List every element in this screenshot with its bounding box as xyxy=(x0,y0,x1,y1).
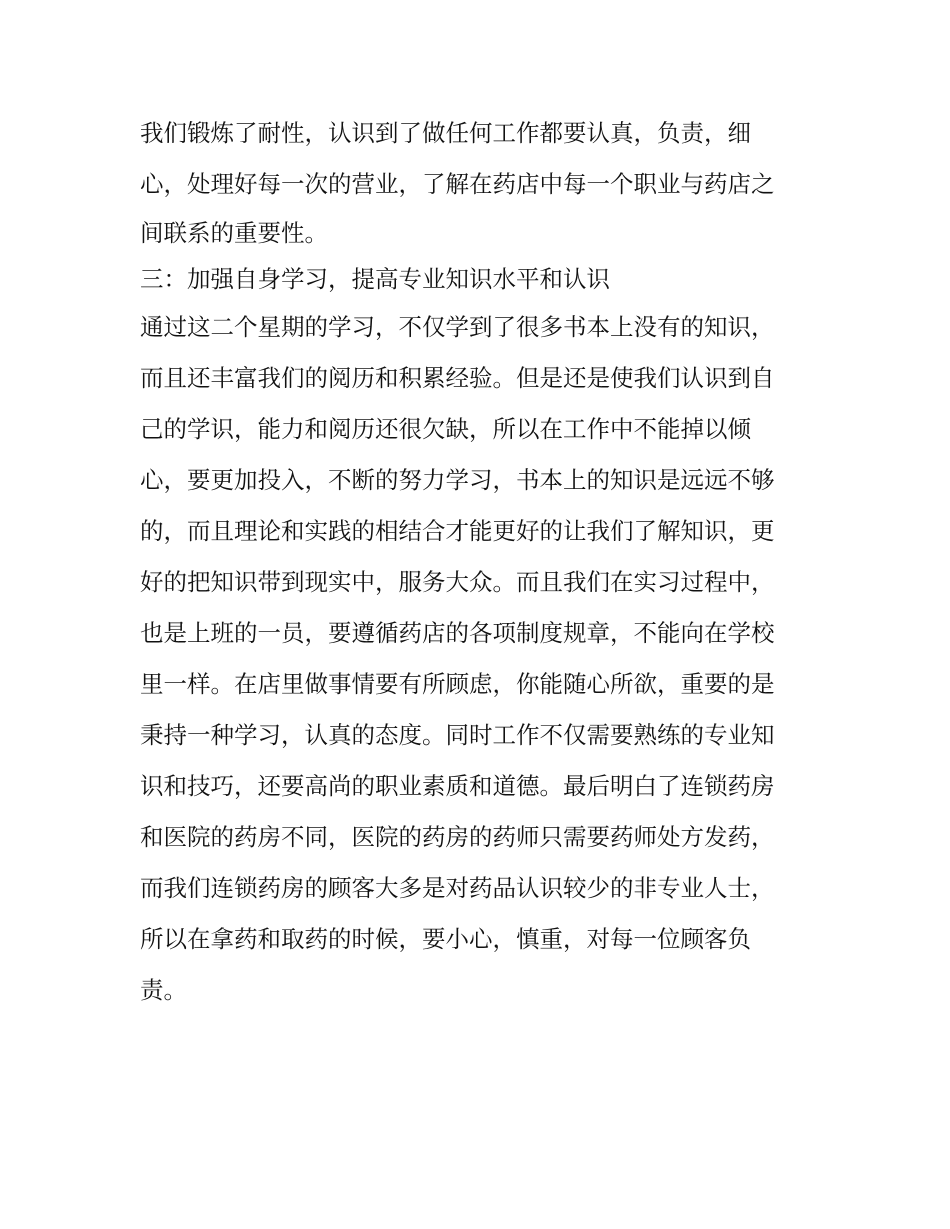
paragraph-line: 识和技巧，还要高尚的职业素质和道德。最后明白了连锁药房 xyxy=(140,772,775,800)
paragraph-line: 里一样。在店里做事情要有所顾虑，你能随心所欲，重要的是 xyxy=(140,670,775,698)
paragraph-line: 好的把知识带到现实中，服务大众。而且我们在实习过程中， xyxy=(140,568,775,596)
paragraph-line: 所以在拿药和取药的时候，要小心，慎重，对每一位顾客负 xyxy=(140,925,751,953)
paragraph-line: 己的学识，能力和阅历还很欠缺，所以在工作中不能掉以倾 xyxy=(140,415,751,443)
document-body xyxy=(140,108,820,1016)
paragraph-line: 责。 xyxy=(140,976,187,1004)
paragraph-line: 通过这二个星期的学习，不仅学到了很多书本上没有的知识， xyxy=(140,313,775,341)
paragraph-line: 而且还丰富我们的阅历和积累经验。但是还是使我们认识到自 xyxy=(140,364,775,392)
paragraph-line: 间联系的重要性。 xyxy=(140,219,328,247)
section-heading: 三：加强自身学习，提高专业知识水平和认识 xyxy=(140,265,610,293)
paragraph-line: 我们锻炼了耐性，认识到了做任何工作都要认真，负责，细 xyxy=(140,119,751,147)
paragraph-line: 心，要更加投入，不断的努力学习，书本上的知识是远远不够 xyxy=(140,466,775,494)
paragraph-line: 也是上班的一员，要遵循药店的各项制度规章，不能向在学校 xyxy=(140,619,775,647)
paragraph-line: 的，而且理论和实践的相结合才能更好的让我们了解知识，更 xyxy=(140,517,775,545)
paragraph-line: 而我们连锁药房的顾客大多是对药品认识较少的非专业人士， xyxy=(140,874,775,902)
paragraph-line: 心，处理好每一次的营业，了解在药店中每一个职业与药店之 xyxy=(140,170,775,198)
paragraph-line: 秉持一种学习，认真的态度。同时工作不仅需要熟练的专业知 xyxy=(140,721,775,749)
paragraph-line: 和医院的药房不同，医院的药房的药师只需要药师处方发药， xyxy=(140,823,775,851)
